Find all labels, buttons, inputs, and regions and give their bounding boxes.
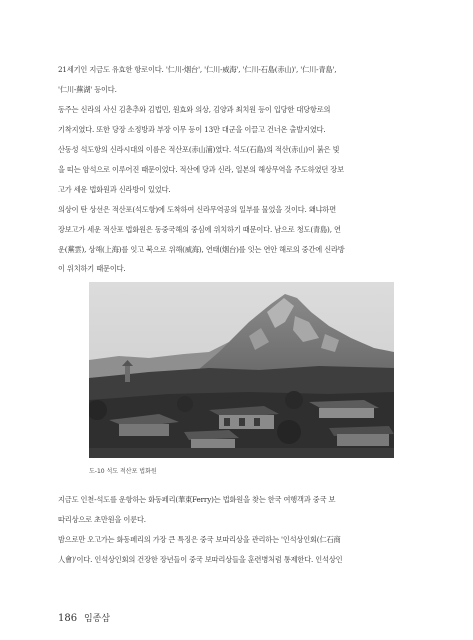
text-line: 을 띠는 암석으로 이루어진 때문이었다. 적산에 당과 신라, 일본의 해상무역을 주도하였던 장보 — [58, 164, 344, 174]
running-author: 임종삼 — [83, 614, 111, 624]
text-line: 21세기인 지금도 유효한 항로이다. '仁川-烟台', '仁川-威海', '仁川-石島(赤山)', '仁川-青島', — [58, 65, 337, 74]
text-line: 장보고가 세운 적산포 법화원은 동중국해의 중심에 위치하기 때문이다. 남으로 청도(青島), 연 — [58, 224, 341, 234]
page-footer — [58, 611, 110, 624]
paragraph-6 — [58, 530, 420, 570]
text-line: 동주는 신라의 사신 김춘추와 김법민, 원효와 의상, 김양과 최치원 등이 입당한 대당항로의 — [58, 105, 331, 114]
text-line: 따리상으로 초만원을 이룬다. — [58, 514, 146, 524]
paragraph-5 — [58, 490, 420, 530]
text-line: 이 위치하기 때문이다. — [58, 264, 126, 274]
text-line: 고가 세운 법화원과 신라방이 있었다. — [58, 184, 171, 194]
temple-mountain-photo — [89, 282, 394, 458]
paragraph-1 — [58, 60, 420, 100]
page-number: 186 — [58, 613, 78, 624]
paragraph-4 — [58, 200, 420, 279]
text-line: 산동성 석도항의 신라시대의 이름은 적산포(赤山浦)였다. 석도(石島)의 적산(赤山)이 붉은 빛 — [58, 145, 340, 154]
paragraph-3 — [58, 140, 420, 199]
photo-illustration — [89, 282, 394, 458]
text-line: 人會)'이다. 인석상인회의 건장한 장년들이 중국 보따리상들을 훈련병처럼 통제한다. 인석상인 — [58, 554, 343, 564]
figure-caption: 도-10 석도 적산포 법화원 — [89, 468, 157, 475]
text-line: 의상이 탄 상선은 적산포(석도항)에 도착하여 신라무역공의 일부를 물었을 것이다. 왜냐하면 — [58, 205, 337, 214]
text-line: '仁川-蕪湖' 등이다. — [58, 84, 117, 94]
paragraph-2 — [58, 100, 420, 140]
text-line: 밤으로만 오고가는 화동페리의 가장 큰 특징은 중국 보따리상을 관리하는 '인석상인회(仁石商 — [58, 535, 341, 544]
text-line: 기착지였다. 또한 당장 소정방과 부장 이무 등이 13만 대군을 이끌고 건너온 출발지였다. — [58, 124, 326, 134]
text-line: 운(蕪雲), 상해(上海)를 잇고 북으로 위해(威海), 연태(烟台)를 잇는 연안 해로의 중간에 신라방 — [58, 244, 345, 254]
text-line: 지금도 인천-석도를 운항하는 화동페리(華東Ferry)는 법화원을 찾는 한국 여행객과 중국 보 — [58, 495, 336, 504]
